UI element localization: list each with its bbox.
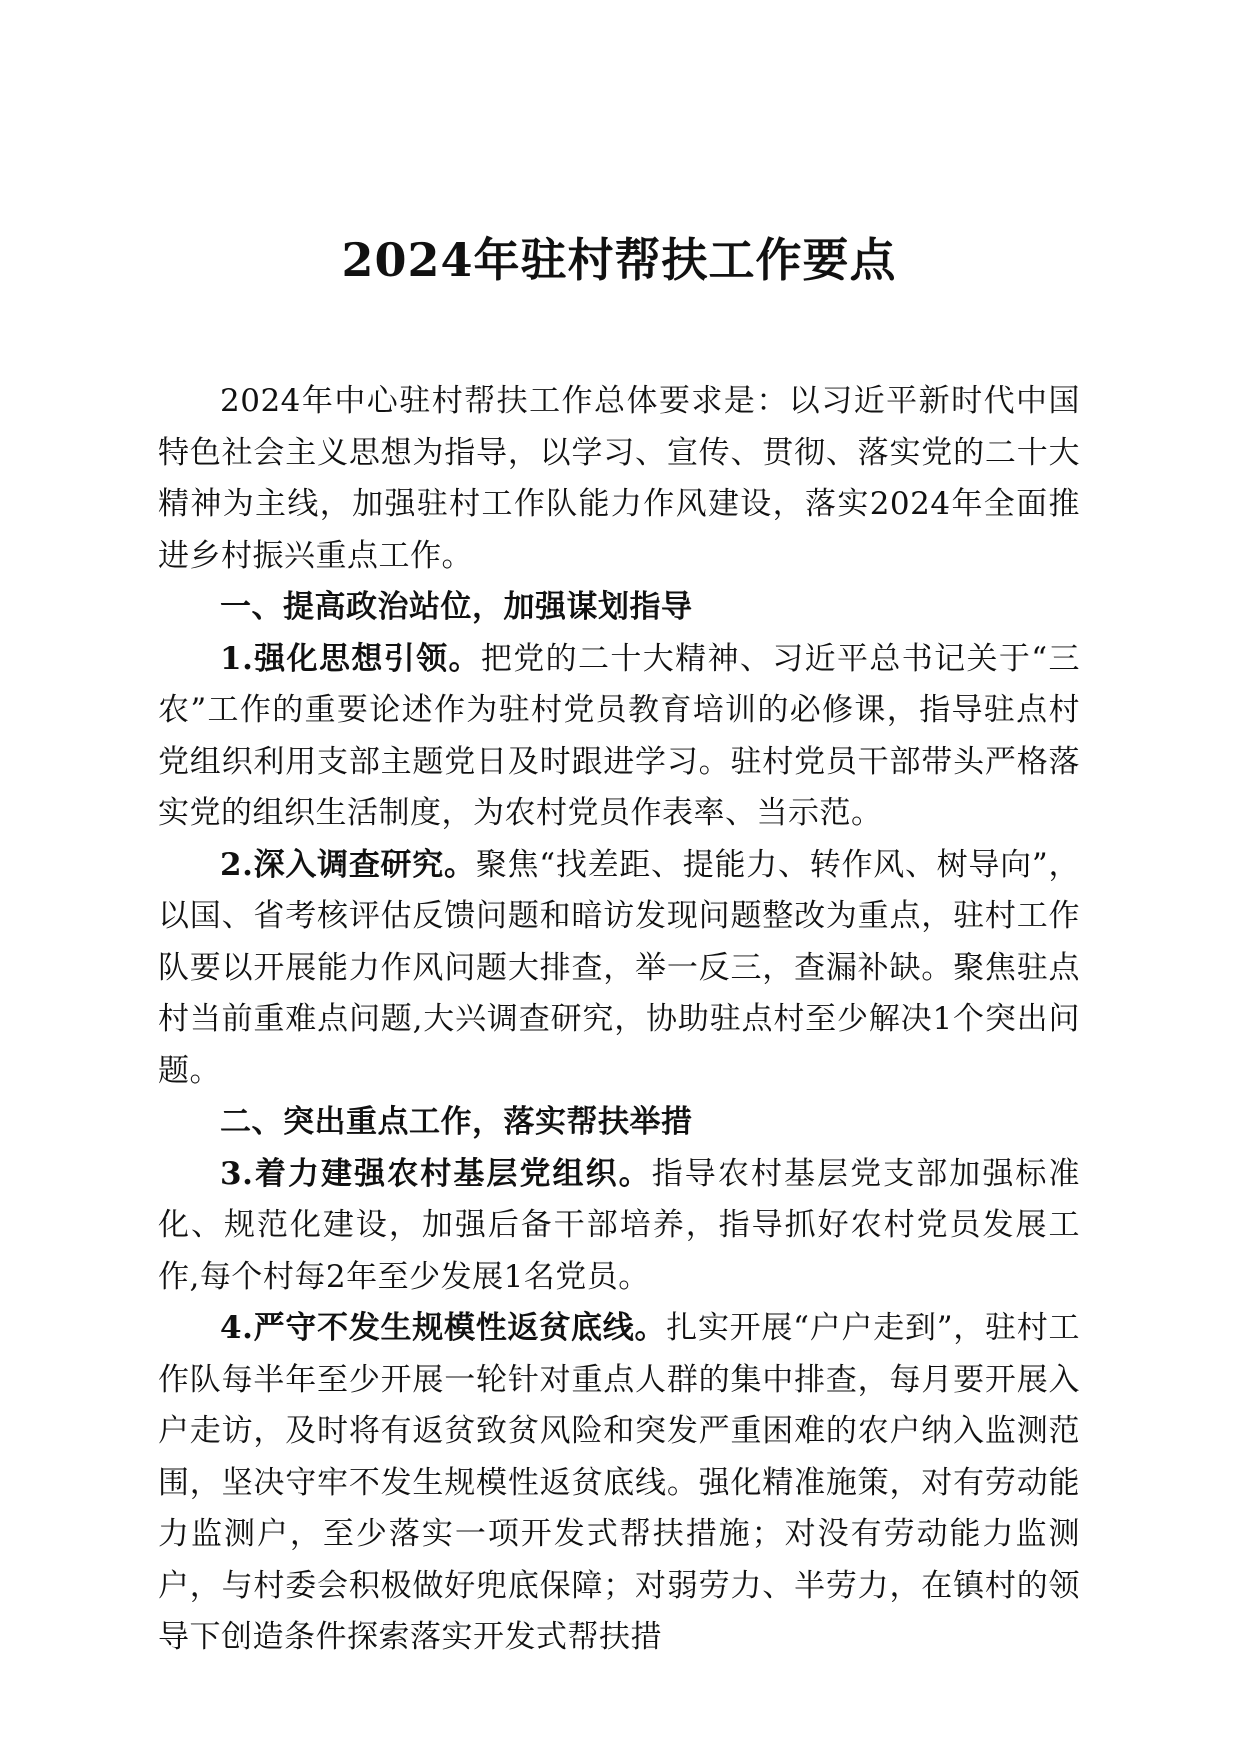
item-lead-2: 2.深入调查研究。	[220, 846, 476, 883]
section-heading-1: 一、提高政治站位，加强谋划指导	[220, 589, 693, 625]
intro-paragraph: 2024年中心驻村帮扶工作总体要求是：以习近平新时代中国特色社会主义思想为指导，以学习、宣传、贯彻、落实党的二十大精神为主线，加强驻村工作队能力作风建设，落实2024年全面推进乡村振兴重点工作。	[158, 383, 1080, 574]
item-text-2: 聚焦“找差距、提能力、转作风、树导向”，以国、省考核评估反馈问题和暗访发现问题整改为重点，驻村工作队要以开展能力作风问题大排查，举一反三，查漏补缺。聚焦驻点村当前重难点问题,大兴调查研究，协助驻点村至少解决1个突出问题。	[158, 846, 1080, 1089]
document-body	[158, 376, 1080, 1664]
item-text-3: 指导农村基层党支部加强标准化、规范化建设，加强后备干部培养，指导抓好农村党员发展工作,每个村每2年至少发展1名党员。	[158, 1155, 1080, 1295]
document-title: 2024年驻村帮扶工作要点	[341, 233, 897, 287]
item-paragraph-3	[158, 1149, 1080, 1304]
item-text-1: 把党的二十大精神、习近平总书记关于“三农”工作的重要论述作为驻村党员教育培训的必修课，指导驻点村党组织利用支部主题党日及时跟进学习。驻村党员干部带头严格落实党的组织生活制度，为农村党员作表率、当示范。	[158, 640, 1080, 831]
item-paragraph-1	[158, 634, 1080, 840]
item-lead-3: 3.着力建强农村基层党组织。	[220, 1155, 652, 1192]
section-heading-2: 二、突出重点工作，落实帮扶举措	[220, 1104, 693, 1140]
item-paragraph-4	[158, 1303, 1080, 1664]
item-lead-1: 1.强化思想引领。	[220, 640, 481, 677]
item-lead-4: 4.严守不发生规模性返贫底线。	[220, 1310, 667, 1346]
item-paragraph-2	[158, 840, 1080, 1098]
item-text-4: 扎实开展“户户走到”，驻村工作队每半年至少开展一轮针对重点人群的集中排查，每月要开展入户走访，及时将有返贫致贫风险和突发严重困难的农户纳入监测范围，坚决守牢不发生规模性返贫底线。强化精准施策，对有劳动能力监测户，至少落实一项开发式帮扶措施；对没有劳动能力监测户，与村委会积极做好兜底保障；对弱劳力、半劳力，在镇村的领导下创造条件探索落实开发式帮扶措	[158, 1310, 1080, 1655]
